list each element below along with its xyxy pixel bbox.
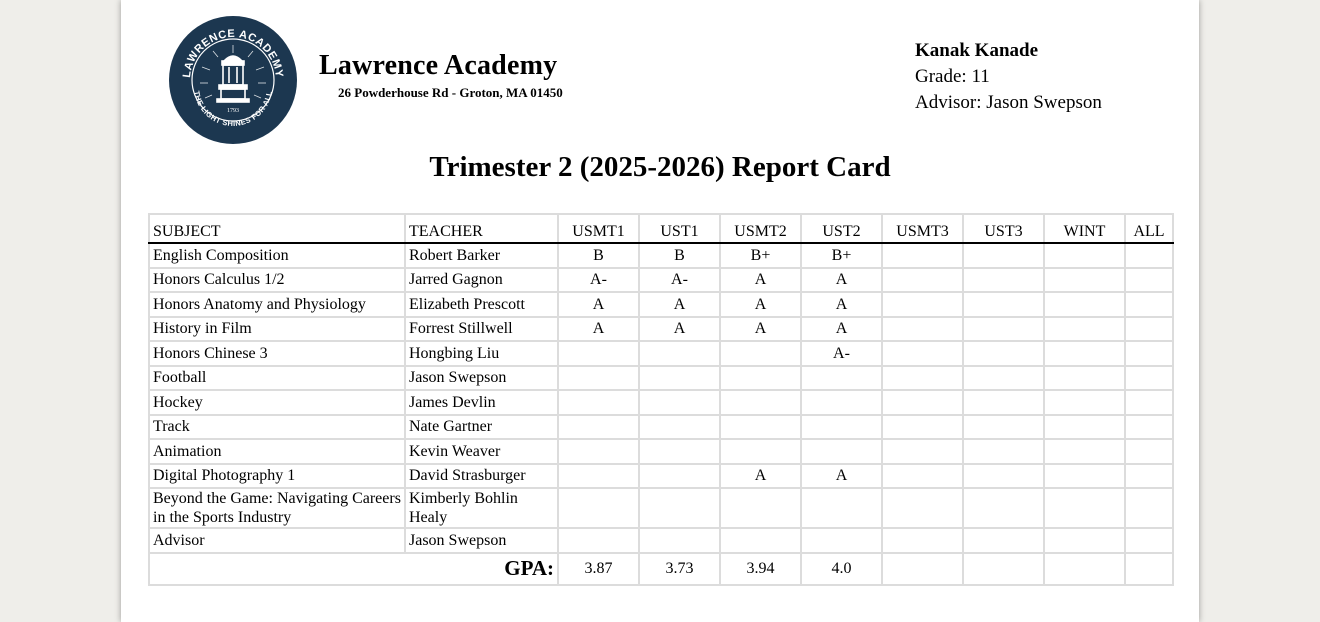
gpa-value: 4.0 — [801, 553, 882, 585]
grade-cell — [882, 366, 963, 391]
header-ust1: UST1 — [639, 214, 720, 243]
gpa-value — [1044, 553, 1125, 585]
teacher-cell: Kevin Weaver — [405, 439, 558, 464]
subject-cell: Digital Photography 1 — [149, 464, 405, 489]
grade-cell — [1044, 415, 1125, 440]
teacher-cell: Kimberly Bohlin Healy — [405, 488, 558, 528]
school-address: 26 Powderhouse Rd - Groton, MA 01450 — [338, 85, 563, 100]
grade-cell — [1125, 528, 1173, 553]
grade-cell — [1125, 415, 1173, 440]
grade-cell — [558, 439, 639, 464]
grade-cell — [963, 464, 1044, 489]
table-row — [149, 528, 1173, 553]
grade-cell: A — [558, 292, 639, 317]
grade-cell — [720, 528, 801, 553]
gpa-value: 3.94 — [720, 553, 801, 585]
grade-cell — [1044, 464, 1125, 489]
grade-cell — [882, 243, 963, 268]
grade-cell — [558, 528, 639, 553]
grade-cell — [720, 366, 801, 391]
grade-cell — [882, 317, 963, 342]
report-title: Trimester 2 (2025-2026) Report Card — [429, 151, 891, 183]
teacher-cell: Jason Swepson — [405, 366, 558, 391]
grade-cell — [882, 528, 963, 553]
grade-cell — [720, 415, 801, 440]
grade-cell: A- — [639, 268, 720, 293]
grade-cell — [1044, 366, 1125, 391]
grade-cell: A — [639, 292, 720, 317]
grade-cell: A — [801, 292, 882, 317]
grade-cell — [963, 268, 1044, 293]
grade-cell — [963, 341, 1044, 366]
grade-cell: A — [558, 317, 639, 342]
grade-cell — [639, 439, 720, 464]
grade-cell: A — [801, 268, 882, 293]
grade-cell — [882, 268, 963, 293]
teacher-cell: Hongbing Liu — [405, 341, 558, 366]
grade-cell — [801, 415, 882, 440]
grade-cell — [963, 292, 1044, 317]
header-teacher: TEACHER — [405, 214, 558, 243]
table-row — [149, 464, 1173, 489]
teacher-cell: Jason Swepson — [405, 528, 558, 553]
grade-cell: A — [801, 317, 882, 342]
grade-cell — [1044, 268, 1125, 293]
grade-cell — [1044, 488, 1125, 528]
grade-cell: A — [720, 292, 801, 317]
grade-cell — [963, 366, 1044, 391]
teacher-cell: Elizabeth Prescott — [405, 292, 558, 317]
grade-cell — [639, 415, 720, 440]
subject-cell: History in Film — [149, 317, 405, 342]
subject-cell: Animation — [149, 439, 405, 464]
grade-cell: A — [639, 317, 720, 342]
header-ust3: UST3 — [963, 214, 1044, 243]
grade-cell: A- — [801, 341, 882, 366]
grade-cell — [963, 439, 1044, 464]
grade-cell — [1044, 390, 1125, 415]
header-usmt3: USMT3 — [882, 214, 963, 243]
grade-cell — [1044, 243, 1125, 268]
grade-cell — [801, 439, 882, 464]
grade-cell: B+ — [720, 243, 801, 268]
grade-cell — [882, 292, 963, 317]
subject-cell: Honors Anatomy and Physiology — [149, 292, 405, 317]
grade-cell — [963, 528, 1044, 553]
teacher-cell: Robert Barker — [405, 243, 558, 268]
grade-cell: A — [801, 464, 882, 489]
grade-cell — [963, 243, 1044, 268]
grade-cell — [882, 488, 963, 528]
grade-cell — [882, 390, 963, 415]
grade-cell — [639, 390, 720, 415]
header-usmt1: USMT1 — [558, 214, 639, 243]
grade-cell — [720, 341, 801, 366]
table-row — [149, 292, 1173, 317]
grade-cell — [1125, 341, 1173, 366]
grade-cell — [882, 415, 963, 440]
grade-cell — [1125, 390, 1173, 415]
teacher-cell: Jarred Gagnon — [405, 268, 558, 293]
student-info — [915, 38, 1102, 116]
grade-cell — [558, 488, 639, 528]
grade-cell — [1125, 439, 1173, 464]
gpa-value — [1125, 553, 1173, 585]
grade-cell — [639, 488, 720, 528]
header-wint: WINT — [1044, 214, 1125, 243]
subject-cell: Advisor — [149, 528, 405, 553]
grade-cell — [801, 366, 882, 391]
header-ust2: UST2 — [801, 214, 882, 243]
header-all: ALL — [1125, 214, 1173, 243]
grade-cell — [963, 317, 1044, 342]
grade-cell — [1044, 317, 1125, 342]
grade-cell — [801, 488, 882, 528]
grade-cell — [1125, 464, 1173, 489]
svg-text:THE LIGHT SHINES FOR ALL: THE LIGHT SHINES FOR ALL — [192, 90, 274, 129]
grade-cell: B — [639, 243, 720, 268]
subject-cell: Honors Chinese 3 — [149, 341, 405, 366]
grade-cell — [1125, 366, 1173, 391]
grade-cell — [720, 390, 801, 415]
grade-cell — [639, 366, 720, 391]
grade-cell — [558, 464, 639, 489]
gpa-value — [963, 553, 1044, 585]
student-advisor: Advisor: Jason Swepson — [915, 92, 1102, 113]
grade-cell — [1125, 243, 1173, 268]
grade-cell — [558, 366, 639, 391]
gpa-value: 3.87 — [558, 553, 639, 585]
grade-cell — [882, 439, 963, 464]
grade-cell — [882, 341, 963, 366]
subject-cell: Hockey — [149, 390, 405, 415]
subject-cell: Track — [149, 415, 405, 440]
grade-cell: B — [558, 243, 639, 268]
grade-cell — [1125, 488, 1173, 528]
subject-cell: Honors Calculus 1/2 — [149, 268, 405, 293]
teacher-cell: Nate Gartner — [405, 415, 558, 440]
school-seal-logo — [168, 15, 298, 145]
grade-cell — [639, 341, 720, 366]
subject-cell: Football — [149, 366, 405, 391]
grade-cell — [1044, 528, 1125, 553]
gpa-row — [149, 553, 1173, 585]
grade-cell: A — [720, 464, 801, 489]
table-row — [149, 268, 1173, 293]
grade-cell: A — [720, 268, 801, 293]
header-usmt2: USMT2 — [720, 214, 801, 243]
grade-cell — [882, 464, 963, 489]
grade-cell — [720, 439, 801, 464]
gpa-value — [882, 553, 963, 585]
gpa-value: 3.73 — [639, 553, 720, 585]
table-row — [149, 341, 1173, 366]
svg-text:LAWRENCE ACADEMY: LAWRENCE ACADEMY — [180, 27, 286, 79]
table-row — [149, 439, 1173, 464]
grade-cell — [1125, 292, 1173, 317]
grade-cell: B+ — [801, 243, 882, 268]
teacher-cell: James Devlin — [405, 390, 558, 415]
grade-cell — [801, 528, 882, 553]
svg-text:1793: 1793 — [227, 108, 239, 114]
teacher-cell: Forrest Stillwell — [405, 317, 558, 342]
grades-table — [148, 213, 1174, 586]
student-grade: Grade: 11 — [915, 66, 990, 87]
table-row — [149, 317, 1173, 342]
grade-cell — [801, 390, 882, 415]
report-card-page — [121, 0, 1199, 622]
gpa-label: GPA: — [149, 553, 558, 585]
table-row — [149, 415, 1173, 440]
teacher-cell: David Strasburger — [405, 464, 558, 489]
table-row — [149, 390, 1173, 415]
table-header-row — [149, 214, 1173, 243]
grade-cell — [639, 464, 720, 489]
grade-cell: A — [720, 317, 801, 342]
grade-cell: A- — [558, 268, 639, 293]
table-row — [149, 366, 1173, 391]
subject-cell: English Composition — [149, 243, 405, 268]
grade-cell — [558, 341, 639, 366]
grade-cell — [720, 488, 801, 528]
student-name: Kanak Kanade — [915, 40, 1039, 61]
grade-cell — [558, 390, 639, 415]
grade-cell — [963, 415, 1044, 440]
grade-cell — [1044, 292, 1125, 317]
school-name: Lawrence Academy — [319, 50, 558, 81]
grade-cell — [1044, 341, 1125, 366]
grade-cell — [639, 528, 720, 553]
grade-cell — [1044, 439, 1125, 464]
header-subject: SUBJECT — [149, 214, 405, 243]
grade-cell — [1125, 268, 1173, 293]
grade-cell — [1125, 317, 1173, 342]
grade-cell — [558, 415, 639, 440]
grade-cell — [963, 488, 1044, 528]
grade-cell — [963, 390, 1044, 415]
table-row — [149, 243, 1173, 268]
table-row — [149, 488, 1173, 528]
subject-cell: Beyond the Game: Navigating Careers in the Sports Industry — [149, 488, 405, 528]
